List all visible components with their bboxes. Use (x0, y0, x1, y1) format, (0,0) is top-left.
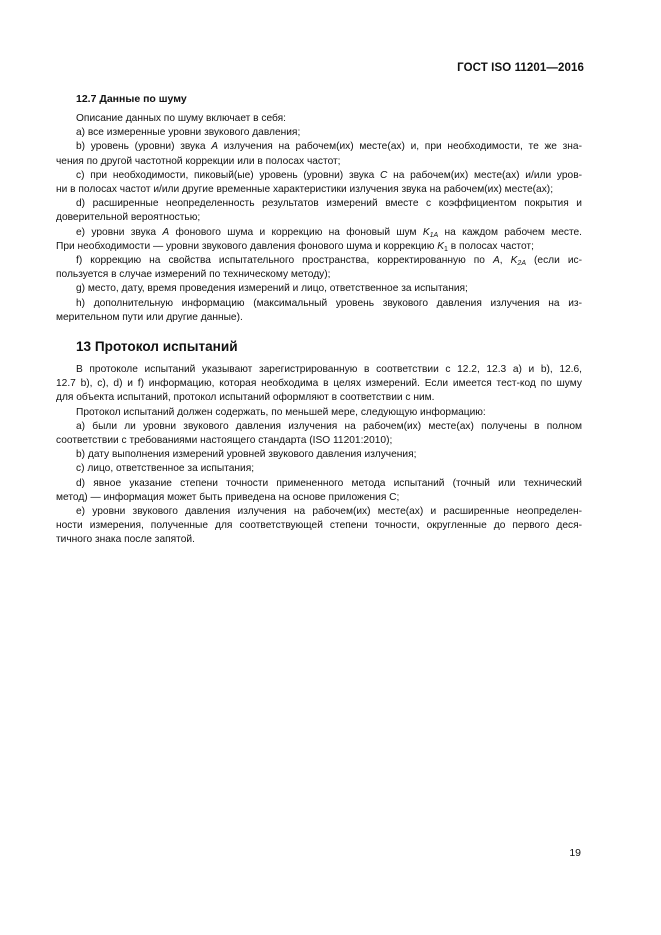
para-1-line-3: для объекта испытаний, протокол испытаний оформляют в соответствии с ним. (56, 392, 435, 403)
item-a: a) все измеренные уровни звукового давления; (76, 127, 301, 138)
item-13-a: a) были ли уровни звукового давления излучения на рабочем(их) месте(ах) получены в полном (76, 421, 582, 432)
item-13-b: b) дату выполнения измерений уровней звукового давления излучения; (76, 449, 417, 460)
item-13-d-cont: метод) — информация может быть приведена на основе приложения C; (56, 492, 400, 503)
item-b: b) уровень (уровни) звука A излучения на рабочем(их) месте(ах) и, при необходимости, те же зна- (76, 141, 582, 152)
item-e: e) уровни звука A фонового шума и коррекцию на фоновый шум $K_{1A}$ на каждом рабочем месте. (76, 227, 582, 239)
page-number: 19 (569, 847, 581, 859)
para-2: Протокол испытаний должен содержать, по меньшей мере, следующую информацию: (76, 407, 486, 418)
item-d: d) расширенные неопределенность результатов измерений вместе с коэффициентом покрытия и (76, 198, 582, 209)
item-13-d: d) явное указание степени точности примененного метода испытаний (точный или технический (76, 478, 582, 489)
item-13-a-cont: соответствии с требованиями настоящего стандарта (ISO 11201:2010); (56, 435, 393, 446)
item-b-cont: чения по другой частотной коррекции или в полосах частот; (56, 156, 341, 167)
item-f-cont: пользуется в случае измерений по техническому методу); (56, 269, 331, 280)
item-h: h) дополнительную информацию (максимальный уровень звукового давления излучения на из- (76, 298, 582, 309)
item-13-c: c) лицо, ответственное за испытания; (76, 463, 255, 474)
para-1-line-2: 12.7 b), c), d) и f) информацию, которая необходима в целях измерений. Если имеется тест-код по шуму (56, 378, 582, 389)
item-e-cont: При необходимости — уровни звукового давления фонового шума и коррекцию $K_1$ в полосах частот; (56, 241, 534, 253)
para-1-line-1: В протоколе испытаний указывают зарегистрированную в соответствии с 12.2, 12.3 a) и b), 12.6, (76, 364, 582, 375)
item-h-cont: мерительном пути или другие данные). (56, 312, 243, 323)
section-12-7-heading: 12.7 Данные по шуму (76, 93, 187, 105)
item-c: c) при необходимости, пиковый(ые) уровень (уровни) звука C на рабочем(их) месте(ах) и/или уров- (76, 170, 583, 181)
document-header: ГОСТ ISO 11201—2016 (457, 62, 584, 74)
item-d-cont: доверительной вероятностью; (56, 212, 201, 223)
intro-line: Описание данных по шуму включает в себя: (76, 113, 287, 124)
item-13-e-cont-2: тичного знака после запятой. (56, 534, 195, 545)
item-g: g) место, дату, время проведения измерений и лицо, ответственное за испытания; (76, 283, 468, 294)
item-13-e-cont: ности измерения, полученные для соответствующей степени точности, округленные до первого деся- (56, 520, 582, 531)
item-13-e: e) уровни звукового давления излучения на рабочем(их) месте(ах) и расширенные неопределен- (76, 506, 582, 517)
item-c-cont: ни в полосах частот и/или другие временные характеристики излучения звука на рабочем(их) месте(ах); (56, 184, 554, 195)
item-f: f) коррекцию на свойства испытательного пространства, корректированную по A, $K_{2A}$ (если ис- (76, 255, 582, 267)
section-13-heading: 13 Протокол испытаний (76, 339, 238, 354)
